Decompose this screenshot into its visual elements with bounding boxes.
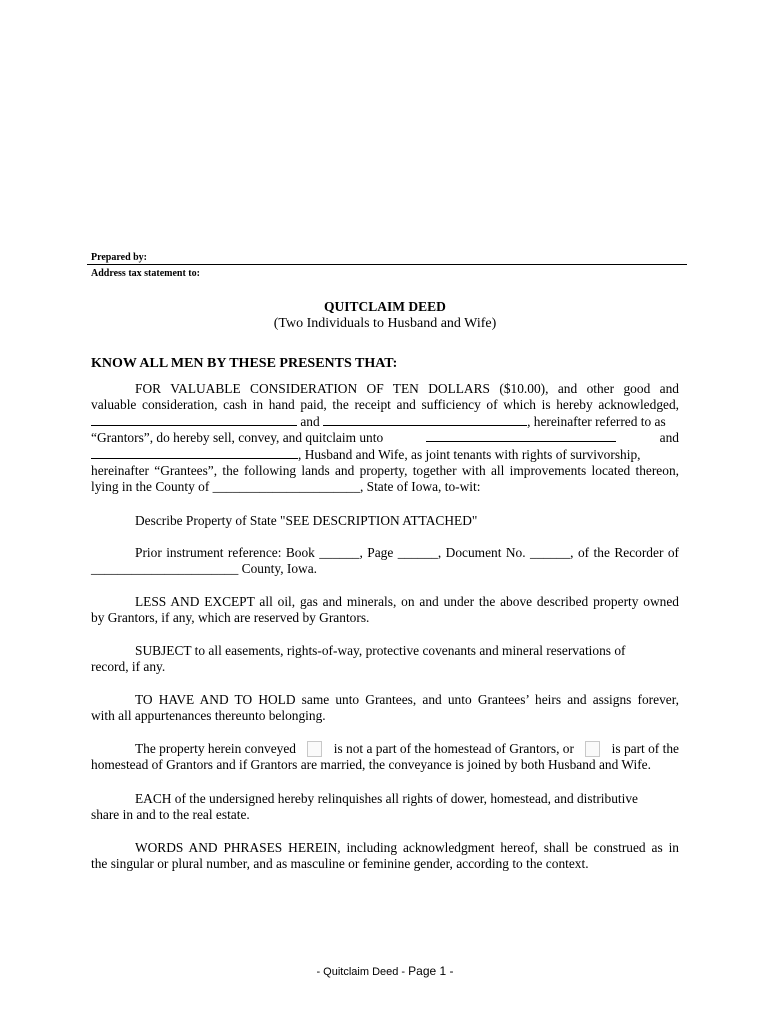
homestead-text-a: The property herein conveyed [135,741,296,756]
grantor-1-blank[interactable] [91,424,297,426]
homestead-text-c: is part of the [611,741,679,756]
consideration-line-1: FOR VALUABLE CONSIDERATION OF TEN DOLLARS ($10.00), and other good and [135,381,679,396]
prior-instrument-paragraph [91,545,679,578]
prepared-by-label: Prepared by: [91,252,148,263]
relinquish-paragraph [91,791,679,824]
subject-paragraph [91,643,679,676]
consideration-line-4 [91,430,679,446]
is-homestead-checkbox[interactable] [585,741,600,757]
and-text-2: and [659,430,679,446]
homestead-line-1 [91,741,679,757]
describe-property: Describe Property of State "SEE DESCRIPTION ATTACHED" [135,513,478,528]
not-homestead-checkbox[interactable] [307,741,322,757]
habendum-paragraph [91,692,679,725]
words-line-2: the singular or plural number, and as masculine or feminine gender, according to the context. [91,856,589,872]
address-tax-label: Address tax statement to: [91,268,200,279]
grantee-1-blank[interactable] [426,440,616,442]
footer-label: - Quitclaim Deed - [316,966,406,978]
header-rule [87,264,687,265]
words-phrases-paragraph [91,840,679,873]
hereinafter-text: , hereinafter referred to as [527,413,666,429]
state-text: , State of Iowa, to-wit: [359,479,481,495]
deed-title: QUITCLAIM DEED [324,299,446,314]
relinquish-line-1: EACH of the undersigned hereby relinquishes all rights of dower, homestead, and distributive [135,791,638,806]
grantors-convey-text: “Grantors”, do hereby sell, convey, and quitclaim unto [91,430,384,446]
habendum-line-2: with all appurtenances thereunto belonging. [91,708,326,724]
homestead-text-b: is not a part of the homestead of Grantors, or [333,741,574,756]
consideration-line-7 [91,479,679,495]
county-label: lying in the County of [91,479,210,495]
prior-line-1: Prior instrument reference: Book ______, Page ______, Document No. ______, of the Recorder of [135,545,679,560]
husband-wife-text: , Husband and Wife, as joint tenants with rights of survivorship, [298,446,641,462]
consideration-line-2: valuable consideration, cash in hand paid, the receipt and sufficiency of which is hereby acknowledged, [91,397,679,413]
page-footer [0,964,770,978]
county-blank[interactable]: ______________________ [212,479,360,495]
grantee-2-blank[interactable] [91,457,298,459]
homestead-line-2: homestead of Grantors and if Grantors are married, the conveyance is joined by both Husband and Wife. [91,757,651,773]
words-line-1: WORDS AND PHRASES HEREIN, including acknowledgment hereof, shall be construed as in [135,840,679,855]
deed-subtitle: (Two Individuals to Husband and Wife) [273,316,497,331]
relinquish-line-2: share in and to the real estate. [91,807,250,823]
habendum-line-1: TO HAVE AND TO HOLD same unto Grantees, and unto Grantees’ heirs and assigns forever, [135,692,679,707]
subject-line-1: SUBJECT to all easements, rights-of-way, protective covenants and mineral reservations of [135,643,626,658]
prior-line-2: ______________________ County, Iowa. [91,561,318,577]
consideration-paragraph [91,381,679,496]
and-text: and [300,413,320,429]
less-except-paragraph [91,594,679,627]
less-except-line-1: LESS AND EXCEPT all oil, gas and minerals, on and under the above described property owned [135,594,679,609]
homestead-paragraph [91,741,679,774]
consideration-line-5 [91,447,679,463]
intro-heading: KNOW ALL MEN BY THESE PRESENTS THAT: [91,356,398,371]
grantor-2-blank[interactable] [323,424,527,426]
consideration-line-6: hereinafter “Grantees”, the following lands and property, together with all improvements located thereon, [91,463,679,479]
subject-line-2: record, if any. [91,659,166,675]
consideration-line-3 [91,414,679,430]
footer-page-number: Page 1 - [408,964,454,978]
less-except-line-2: by Grantors, if any, which are reserved by Grantors. [91,610,370,626]
